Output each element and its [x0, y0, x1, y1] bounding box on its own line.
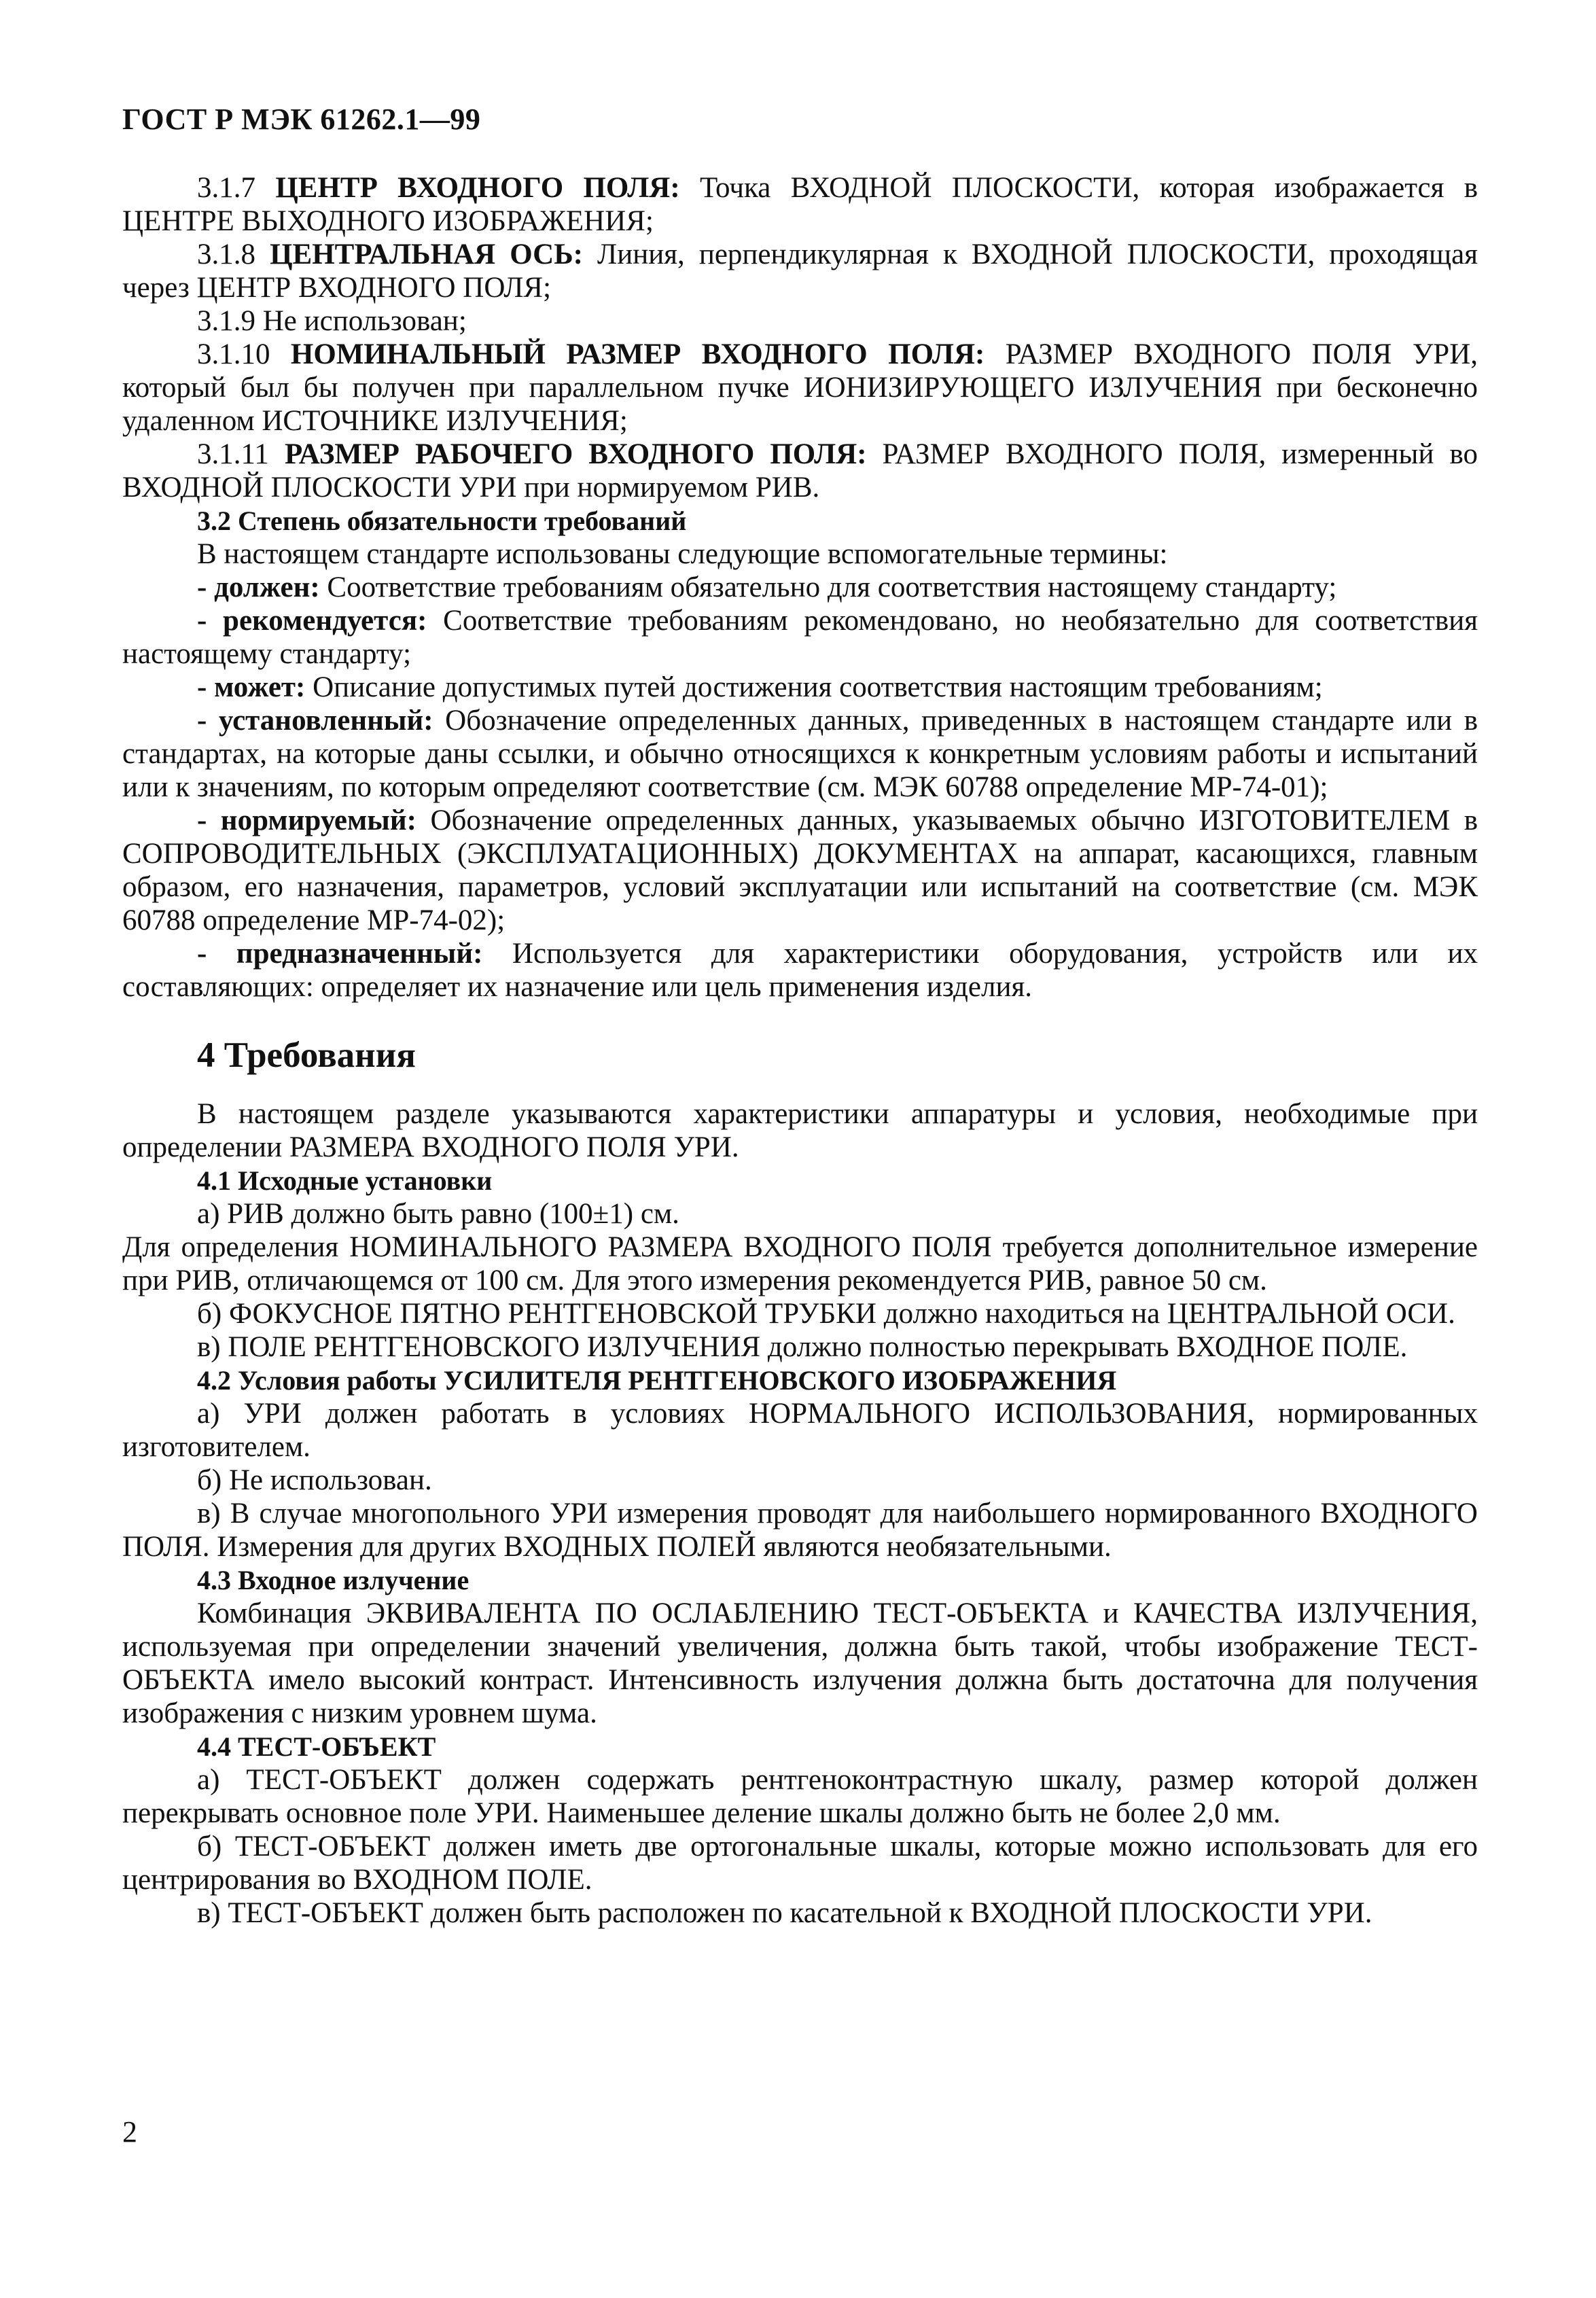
- term-definition: Обозначение определенных данных, указываемых обычно ИЗГОТОВИТЕЛЕМ в СОПРОВОДИТЕЛЬНЫХ (ЭКСПЛУАТАЦИОННЫХ) ДОКУМЕНТАХ на аппарат, касающихся, главным образом, его назначения, параметров, условий эксплуатации или испытаний на соответствие (см. МЭК 60788 определение МР-74-02);: [122, 805, 1478, 936]
- paragraph-4-4-a: а) ТЕСТ-ОБЪЕКТ должен содержать рентгеноконтрастную шкалу, размер которой должен перекрывать основное поле УРИ. Наименьшее деление шкалы должно быть не более 2,0 мм.: [122, 1764, 1478, 1829]
- paragraph-3-1-8: [122, 238, 1478, 304]
- term-definition: Линия, перпендикулярная к ВХОДНОЙ ПЛОСКОСТИ, проходящая через ЦЕНТР ВХОДНОГО ПОЛЯ;: [122, 238, 1478, 304]
- clause-number: 3.1.8: [197, 238, 270, 270]
- paragraph-4-1-a: а) РИВ должно быть равно (100±1) см.: [197, 1198, 679, 1230]
- clause-number: 3.1.11: [197, 438, 285, 470]
- term-item-ustanovlennyy: [122, 704, 1478, 804]
- paragraph-3-1-9: 3.1.9 Не использован;: [197, 305, 467, 337]
- term-definition: РАЗМЕР ВХОДНОГО ПОЛЯ, измеренный во ВХОДНОЙ ПЛОСКОСТИ УРИ при нормируемом РИВ.: [122, 438, 1478, 503]
- term-definition: Соответствие требованиям рекомендовано, но необязательно для соответствия настоящему стандарту;: [122, 605, 1478, 670]
- term-item-normiruemyy: [122, 804, 1478, 937]
- term-definition: Описание допустимых путей достижения соответствия настоящим требованиям;: [305, 671, 1323, 703]
- subheading-4-1: 4.1 Исходные установки: [197, 1165, 493, 1196]
- paragraph-3-1-11: [122, 438, 1478, 504]
- term-item-prednaznachennyy: [122, 937, 1478, 1004]
- page-content: [122, 171, 1478, 1930]
- paragraph-4-2-a: а) УРИ должен работать в условиях НОРМАЛЬНОГО ИСПОЛЬЗОВАНИЯ, нормированных изготовителем.: [122, 1398, 1478, 1463]
- paragraph-4-2-b: б) Не использован.: [197, 1464, 432, 1496]
- term-name: - нормируемый:: [197, 805, 416, 836]
- clause-number: 3.1.10: [197, 338, 291, 370]
- term-name: - должен:: [197, 571, 320, 603]
- term-definition: Соответствие требованиям обязательно для соответствия настоящему стандарту;: [319, 571, 1337, 603]
- page-number: 2: [122, 2115, 137, 2149]
- subheading-3-2: 3.2 Степень обязательности требований: [197, 506, 687, 536]
- paragraph-3-1-10: [122, 338, 1478, 438]
- term-item-rekomenduetsya: [122, 604, 1478, 671]
- term-item-mozhet: [122, 671, 1478, 704]
- paragraph-4-3: Комбинация ЭКВИВАЛЕНТА ПО ОСЛАБЛЕНИЮ ТЕСТ-ОБЪЕКТА и КАЧЕСТВА ИЗЛУЧЕНИЯ, используемая при определении значений увеличения, должна быть такой, чтобы изображение ТЕСТ-ОБЪЕКТА имело высокий контраст. Интенсивность излучения должна быть достаточна для получения изображения с низким уровнем шума.: [122, 1597, 1478, 1729]
- term-definition: РАЗМЕР ВХОДНОГО ПОЛЯ УРИ, который был бы получен при параллельном пучке ИОНИЗИРУЮЩЕГО ИЗЛУЧЕНИЯ при бесконечно удаленном ИСТОЧНИКЕ ИЗЛУЧЕНИЯ;: [122, 338, 1478, 437]
- subheading-4-4: 4.4 ТЕСТ-ОБЪЕКТ: [197, 1731, 436, 1762]
- subheading-4-3: 4.3 Входное излучение: [197, 1565, 469, 1595]
- term-item-dolzhen: [122, 571, 1478, 604]
- term-name: ЦЕНТРАЛЬНАЯ ОСЬ:: [270, 238, 583, 270]
- term-definition: Используется для характеристики оборудования, устройств или их составляющих: определяет их назначение или цель применения изделия.: [122, 938, 1478, 1003]
- term-name: - может:: [197, 671, 306, 703]
- paragraph-4-2-v: в) В случае многопольного УРИ измерения проводят для наибольшего нормированного ВХОДНОГО ПОЛЯ. Измерения для других ВХОДНЫХ ПОЛЕЙ являются необязательными.: [122, 1498, 1478, 1563]
- paragraph-3-2-intro: В настоящем стандарте использованы следующие вспомогательные термины:: [197, 538, 1168, 570]
- term-name: - установленный:: [197, 705, 433, 737]
- term-name: - предназначенный:: [197, 938, 483, 970]
- clause-number: 3.1.7: [197, 172, 276, 204]
- paragraph-4-1-v: в) ПОЛЕ РЕНТГЕНОВСКОГО ИЗЛУЧЕНИЯ должно полностью перекрывать ВХОДНОЕ ПОЛЕ.: [197, 1331, 1408, 1363]
- term-definition: Обозначение определенных данных, приведенных в настоящем стандарте или в стандартах, на которые даны ссылки, и обычно относящихся к конкретным условиям работы и испытаний или к значениям, по которым определяют соответствие (см. МЭК 60788 определение МР-74-01);: [122, 705, 1478, 803]
- term-name: РАЗМЕР РАБОЧЕГО ВХОДНОГО ПОЛЯ:: [284, 438, 867, 470]
- paragraph-4-intro: В настоящем разделе указываются характеристики аппаратуры и условия, необходимые при определении РАЗМЕРА ВХОДНОГО ПОЛЯ УРИ.: [122, 1098, 1478, 1163]
- term-name: - рекомендуется:: [197, 605, 427, 637]
- document-header: ГОСТ Р МЭК 61262.1—99: [122, 103, 481, 136]
- paragraph-4-1-a-continued: Для определения НОМИНАЛЬНОГО РАЗМЕРА ВХОДНОГО ПОЛЯ требуется дополнительное измерение при РИВ, отличающемся от 100 см. Для этого измерения рекомендуется РИВ, равное 50 см.: [122, 1231, 1478, 1296]
- term-name: ЦЕНТР ВХОДНОГО ПОЛЯ:: [275, 172, 680, 204]
- paragraph-3-1-7: [122, 171, 1478, 238]
- term-definition: Точка ВХОДНОЙ ПЛОСКОСТИ, которая изображается в ЦЕНТРЕ ВЫХОДНОГО ИЗОБРАЖЕНИЯ;: [122, 172, 1478, 237]
- paragraph-4-4-v: в) ТЕСТ-ОБЪЕКТ должен быть расположен по касательной к ВХОДНОЙ ПЛОСКОСТИ УРИ.: [197, 1897, 1372, 1929]
- subheading-4-2: 4.2 Условия работы УСИЛИТЕЛЯ РЕНТГЕНОВСКОГО ИЗОБРАЖЕНИЯ: [197, 1365, 1117, 1396]
- paragraph-4-4-b: б) ТЕСТ-ОБЪЕКТ должен иметь две ортогональные шкалы, которые можно использовать для его центрирования во ВХОДНОМ ПОЛЕ.: [122, 1831, 1478, 1896]
- section-4-title: 4 Требования: [197, 1036, 416, 1075]
- paragraph-4-1-b: б) ФОКУСНОЕ ПЯТНО РЕНТГЕНОВСКОЙ ТРУБКИ должно находиться на ЦЕНТРАЛЬНОЙ ОСИ.: [197, 1298, 1455, 1330]
- term-name: НОМИНАЛЬНЫЙ РАЗМЕР ВХОДНОГО ПОЛЯ:: [290, 338, 985, 370]
